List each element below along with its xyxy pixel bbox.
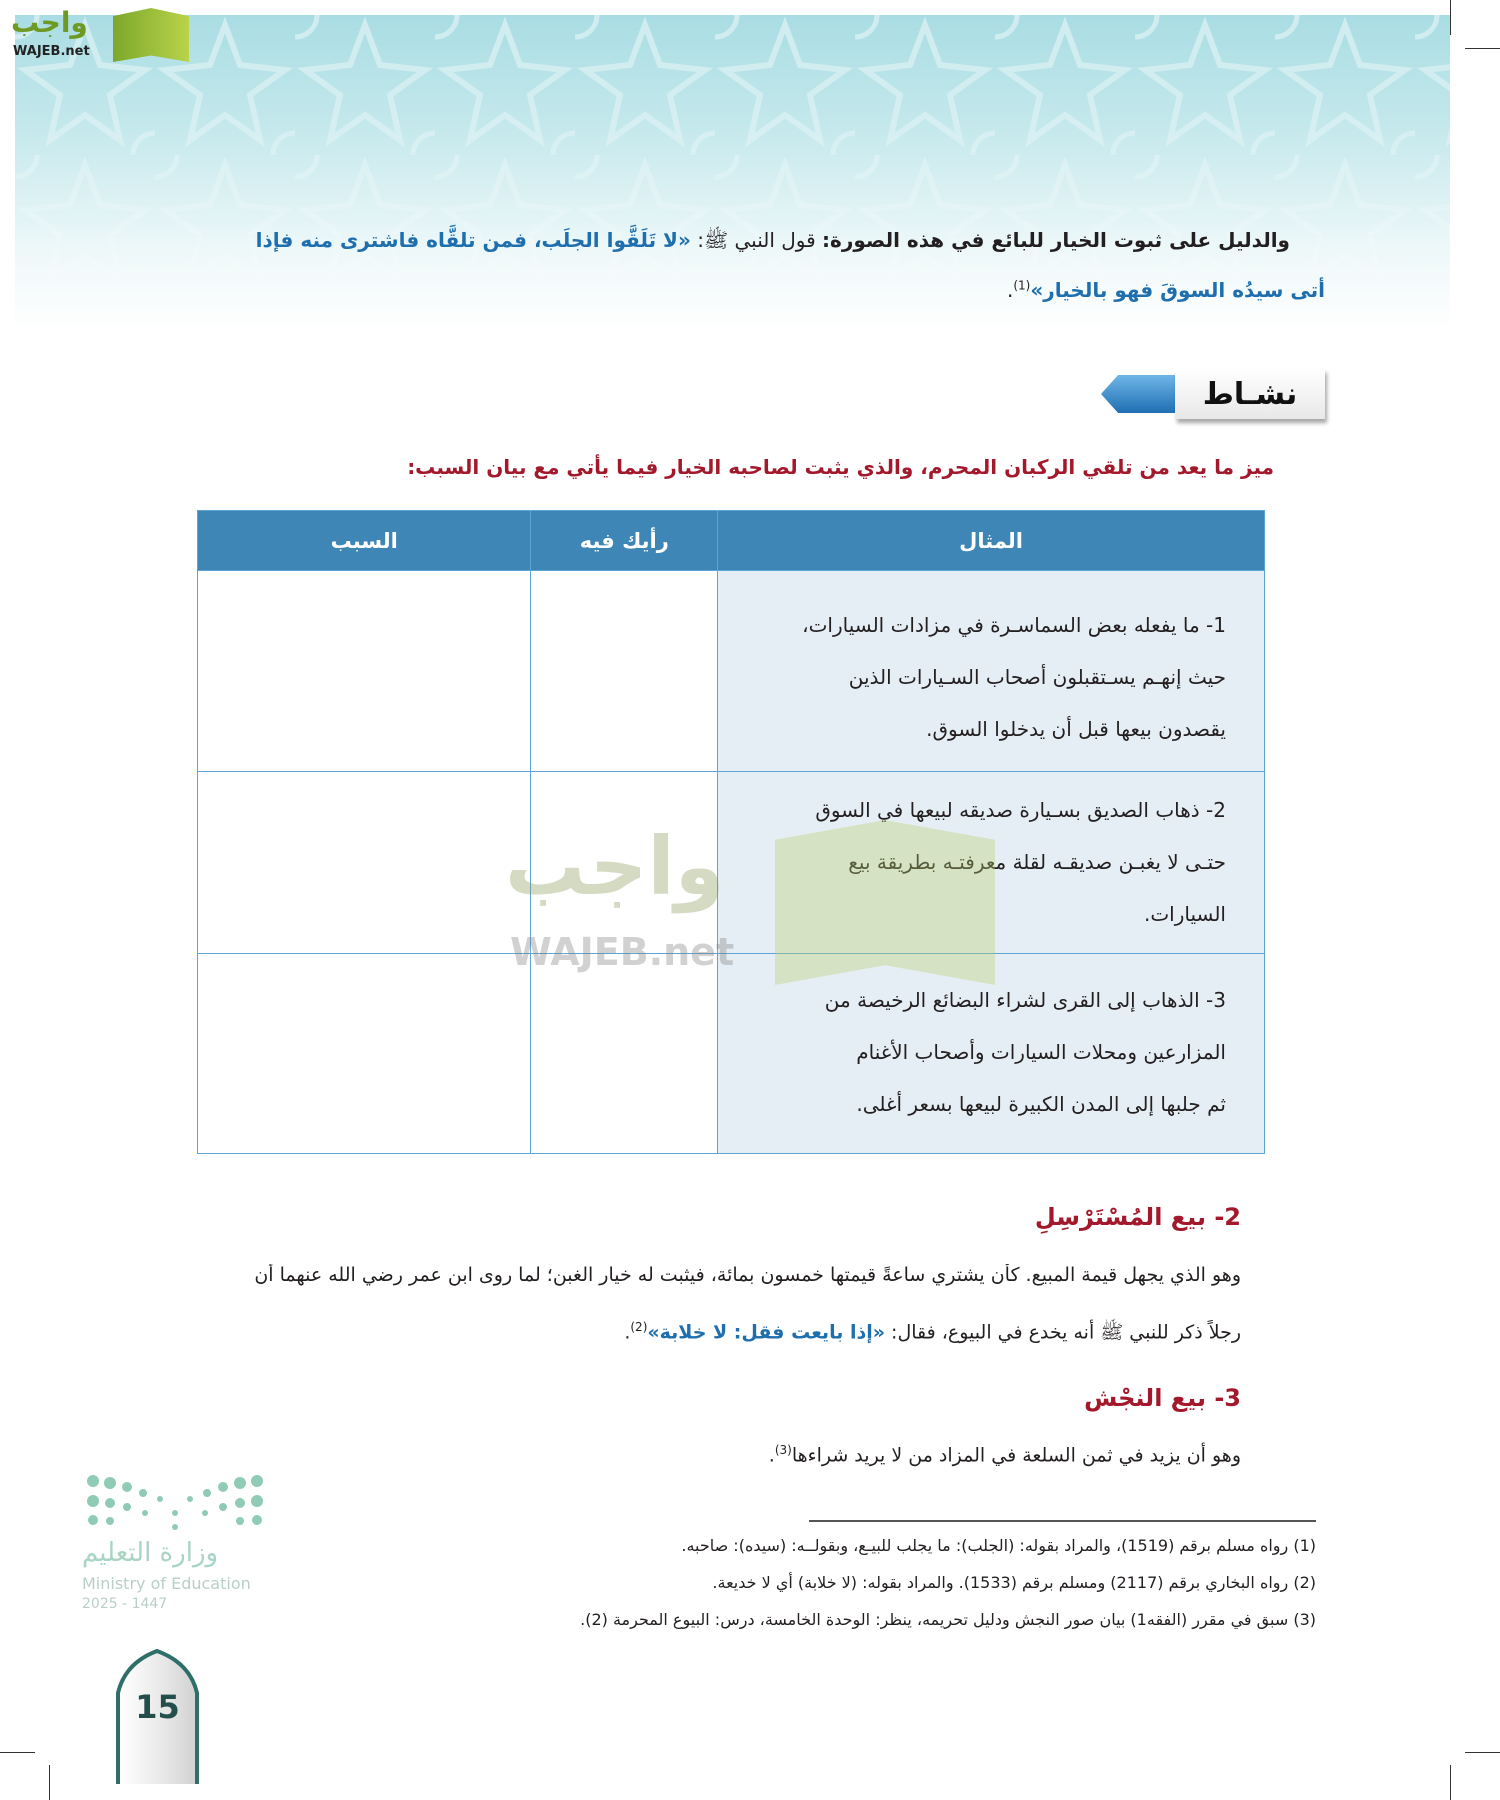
opinion-cell[interactable] [531,571,718,772]
activity-instruction: ميز ما يعد من تلقي الركبان المحرم، والذي يثبت لصاحبه الخيار فيما يأتي مع بيان السبب: [407,455,1274,479]
ministry-logo [80,1468,270,1638]
reason-cell[interactable] [198,772,531,954]
logo-text-ar: واجب [11,6,88,39]
ministry-year: 2025 - 1447 [82,1596,168,1612]
reason-cell[interactable] [198,954,531,1154]
intro-line-1 [256,228,1290,257]
ministry-dots-icon [85,1473,265,1533]
footnote-ref-2[interactable]: (2) [630,1320,648,1334]
activity-table [197,510,1265,1154]
section-3-line-1 [769,1443,1241,1466]
footnote-ref-1[interactable]: (1) [1013,278,1031,293]
example-line: حتـى لا يغبـن صديقـه لقلة معرفتـه بطريقة بيع [848,850,1226,874]
header-opinion: رأيك فيه [531,511,718,571]
example-line: ثم جلبها إلى المدن الكبيرة لبيعها بسعر أغلى. [856,1092,1226,1116]
crop-mark [49,1765,50,1800]
section-3-heading: 3- بيع النجْش [1084,1384,1241,1412]
example-line: حيث إنهـم يسـتقبلون أصحاب السـيارات الذين [848,665,1226,689]
footnote-3: (3) سبق في مقرر (الفقه1) بيان صور النجش ودليل تحريمه، ينظر: الوحدة الخامسة، درس: البيوع المحرمة (2). [580,1610,1316,1629]
section-3-text: وهو أن يزيد في ثمن السلعة في المزاد من لا يريد شراءها [791,1444,1241,1467]
footnote-ref-3[interactable]: (3) [774,1443,792,1457]
book-icon [113,8,189,62]
crop-mark [1450,0,1451,35]
example-cell [718,772,1265,954]
period: . [768,1444,775,1467]
header-reason: السبب [198,511,531,571]
section-2-heading: 2- بيع المُسْتَرْسِلِ [1034,1203,1241,1231]
crop-mark [1450,1765,1451,1800]
example-line: 2- ذهاب الصديق بسـيارة صديقه لبيعها في السوق [815,798,1226,822]
footnote-1: (1) رواه مسلم برقم (1519)، والمراد بقوله: (الجلب): ما يجلب للبيـع، وبقولــه: (سيده): صاحبه. [681,1536,1316,1555]
opinion-cell[interactable] [531,954,718,1154]
reason-cell[interactable] [198,571,531,772]
period: . [1006,278,1014,302]
logo-text-en: WAJEB.net [13,44,90,59]
footnote-2: (2) رواه البخاري برقم (2117) ومسلم برقم (1533). والمراد بقوله: (لا خلابة) أي لا خديعة. [712,1573,1316,1592]
hadith-quote-3: «إذا بايعت فقل: لا خلابة» [647,1321,885,1344]
section-2-line-1: وهو الذي يجهل قيمة المبيع. كأن يشتري ساعةً قيمتها خمسون بمائة، فيثبت له خيار الغبن؛ لما روى ابن عمر رضي الله عنهما أن [254,1264,1241,1286]
ministry-name-ar: وزارة التعليم [82,1538,219,1568]
section-2-line-2 [624,1320,1241,1348]
page-number-badge [115,1648,200,1784]
table-row [198,571,1265,772]
table-row [198,954,1265,1154]
hadith-quote-1: «لا تَلَقَّوا الجلَب، فمن تلقَّاه فاشترى منه فإذا [255,228,691,252]
example-line: يقصدون بيعها قبل أن يدخلوا السوق. [926,717,1226,741]
header-example: المثال [718,511,1265,571]
example-line: 3- الذهاب إلى القرى لشراء البضائع الرخيصة من [824,988,1226,1012]
crop-mark [0,1752,35,1753]
example-line: 1- ما يفعله بعض السماسـرة في مزادات السيارات، [802,613,1226,637]
hadith-quote-2: أتى سيدُه السوقَ فهو بالخيار» [1030,278,1325,302]
opinion-cell[interactable] [531,772,718,954]
crop-mark [1465,48,1500,49]
example-line: المزارعين ومحلات السيارات وأصحاب الأغنام [856,1040,1226,1064]
intro-lead: والدليل على ثبوت الخيار للبائع في هذه الصورة: [822,228,1290,252]
table-header-row [198,511,1265,571]
intro-says: قول النبي ﷺ: [697,228,816,252]
footnote-divider [809,1520,1316,1522]
intro-line-2 [1007,278,1325,302]
example-line: السيارات. [1143,902,1226,926]
section-2-text: رجلاً ذكر للنبي ﷺ أنه يخدع في البيوع، فقال: [891,1321,1241,1344]
ministry-name-en: Ministry of Education [82,1574,251,1593]
activity-tag [1101,369,1325,423]
page-number: 15 [135,1688,180,1726]
crop-mark [1465,1752,1500,1753]
example-cell [718,954,1265,1154]
wajeb-logo [9,6,190,63]
activity-label: نشـاط [1175,369,1325,419]
period: . [624,1321,631,1344]
example-cell [718,571,1265,772]
watermark-text-ar: واجب [505,820,725,913]
table-row [198,772,1265,954]
watermark-text-en: WAJEB.net [510,930,735,974]
